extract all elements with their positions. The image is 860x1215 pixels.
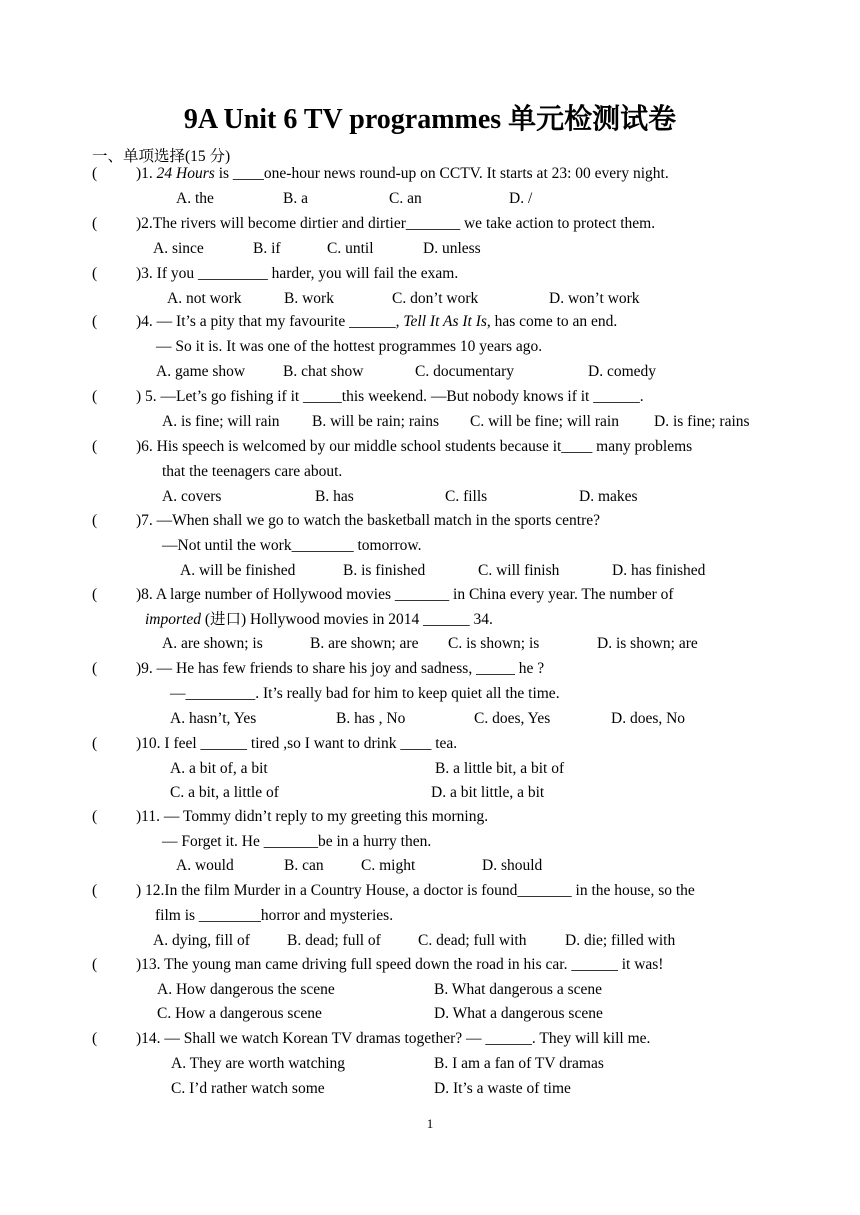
answer-option[interactable]: C. documentary [415, 363, 515, 380]
answer-option[interactable]: A. dying, fill of [153, 932, 250, 949]
answer-option[interactable]: C. dead; full with [418, 932, 527, 949]
question-stem [136, 1029, 650, 1049]
text-run: — Shall we watch Korean TV dramas together? — ______. They will kill me. [164, 1030, 651, 1047]
question-number: ) 12. [136, 882, 165, 899]
answer-option[interactable]: D. comedy [588, 363, 657, 380]
question-number: )4. [136, 313, 157, 330]
question-number: )10. [136, 735, 165, 752]
answer-option[interactable]: C. an [389, 190, 422, 207]
question-stem [136, 585, 674, 605]
answer-option[interactable]: D. should [482, 857, 543, 874]
question-stem [136, 437, 692, 457]
answer-option[interactable]: D. does, No [611, 710, 686, 727]
question-number: )3. [136, 265, 157, 282]
answer-option[interactable]: B. What dangerous a scene [434, 981, 603, 998]
answer-option[interactable]: A. hasn’t, Yes [170, 710, 257, 727]
text-run: In the film Murder in a Country House, a doctor is found_______ in the house, so the [164, 882, 695, 899]
question-stem [136, 807, 488, 827]
text-run: I feel ______ tired ,so I want to drink ____ tea. [164, 735, 458, 752]
answer-option[interactable]: A. game show [156, 363, 246, 380]
answer-option[interactable]: A. will be finished [180, 562, 296, 579]
answer-option[interactable]: A. are shown; is [162, 635, 263, 652]
question-number: )2. [136, 215, 153, 232]
question-stem-line2: — So it is. It was one of the hottest programmes 10 years ago. [156, 338, 543, 355]
question-stem-line2: that the teenagers care about. [162, 463, 343, 480]
text-run: is ____one-hour news round-up on CCTV. It starts at 23: 00 every night. [214, 165, 669, 182]
answer-option[interactable]: D. a bit little, a bit [431, 784, 545, 801]
text-run: —When shall we go to watch the basketball match in the sports centre? [156, 512, 601, 529]
answer-option[interactable]: C. is shown; is [448, 635, 540, 652]
question-number: )7. [136, 512, 157, 529]
section-heading: 一、单项选择(15 分) [92, 148, 231, 165]
answer-option[interactable]: B. will be rain; rains [312, 413, 439, 430]
answer-option[interactable]: A. since [153, 240, 204, 257]
answer-option[interactable]: C. How a dangerous scene [157, 1005, 322, 1022]
page-number: 1 [426, 1116, 434, 1131]
question-stem [136, 387, 644, 407]
question-stem [136, 214, 655, 234]
answer-option[interactable]: C. will be fine; will rain [470, 413, 619, 430]
text-run: — He has few friends to share his joy and sadness, _____ he ? [156, 660, 545, 677]
answer-option[interactable]: C. I’d rather watch some [171, 1080, 325, 1097]
answer-option[interactable]: A. a bit of, a bit [170, 760, 268, 777]
text-run: , has come to an end. [486, 313, 618, 330]
answer-bracket-open[interactable]: ( [92, 512, 98, 529]
question-stem-line2 [145, 610, 493, 630]
answer-option[interactable]: D. is shown; are [597, 635, 698, 652]
question-stem [136, 955, 663, 975]
answer-option[interactable]: D. / [509, 190, 533, 207]
answer-option[interactable]: C. a bit, a little of [170, 784, 279, 801]
answer-option[interactable]: D. It’s a waste of time [434, 1080, 571, 1097]
italic-text: 24 Hours [156, 165, 215, 182]
answer-option[interactable]: B. has , No [336, 710, 406, 727]
answer-bracket-open[interactable]: ( [92, 438, 98, 455]
answer-bracket-open[interactable]: ( [92, 388, 98, 405]
question-number: )6. [136, 438, 157, 455]
question-stem-line2: — Forget it. He _______be in a hurry then. [162, 833, 432, 850]
question-stem [136, 511, 600, 531]
question-number: )9. [136, 660, 157, 677]
text-run: The rivers will become dirtier and dirtier_______ we take action to protect them. [152, 215, 656, 232]
answer-option[interactable]: A. is fine; will rain [162, 413, 280, 430]
answer-option[interactable]: C. until [327, 240, 374, 257]
answer-bracket-open[interactable]: ( [92, 215, 98, 232]
answer-bracket-open[interactable]: ( [92, 313, 98, 330]
answer-option[interactable]: D. is fine; rains [654, 413, 750, 430]
answer-option[interactable]: B. dead; full of [287, 932, 381, 949]
answer-option[interactable]: D. makes [579, 488, 638, 505]
question-number: )1. [136, 165, 157, 182]
answer-option[interactable]: A. the [176, 190, 214, 207]
answer-option[interactable]: B. are shown; are [310, 635, 419, 652]
text-run: If you _________ harder, you will fail the exam. [156, 265, 459, 282]
question-stem-line2: —_________. It’s really bad for him to keep quiet all the time. [170, 685, 560, 702]
answer-option[interactable]: D. unless [423, 240, 481, 257]
answer-option[interactable]: C. fills [445, 488, 488, 505]
answer-option[interactable]: D. won’t work [549, 290, 640, 307]
answer-option[interactable]: B. can [284, 857, 324, 874]
question-number: )13. [136, 956, 165, 973]
text-run: (进口) Hollywood movies in 2014 ______ 34. [200, 611, 493, 628]
answer-option[interactable]: B. if [253, 240, 281, 257]
answer-option[interactable]: A. not work [167, 290, 242, 307]
answer-option[interactable]: B. chat show [283, 363, 364, 380]
answer-option[interactable]: B. work [284, 290, 334, 307]
question-stem [136, 264, 458, 284]
question-number: )14. [136, 1030, 165, 1047]
question-stem-line2: —Not until the work________ tomorrow. [162, 537, 422, 554]
answer-bracket-open[interactable]: ( [92, 165, 98, 182]
answer-bracket-open[interactable]: ( [92, 882, 98, 899]
answer-option[interactable]: C. will finish [478, 562, 560, 579]
answer-option[interactable]: D. has finished [612, 562, 706, 579]
answer-option[interactable]: A. would [176, 857, 234, 874]
answer-bracket-open[interactable]: ( [92, 808, 98, 825]
answer-option[interactable]: D. What a dangerous scene [434, 1005, 603, 1022]
answer-option[interactable]: B. a little bit, a bit of [435, 760, 565, 777]
question-stem-line2: film is ________horror and mysteries. [155, 907, 394, 924]
text-run: A large number of Hollywood movies _______ in China every year. The number of [155, 586, 674, 603]
question-stem [136, 312, 617, 332]
question-stem [136, 659, 544, 679]
answer-bracket-open[interactable]: ( [92, 735, 98, 752]
text-run: His speech is welcomed by our middle school students because it____ many problems [156, 438, 693, 455]
question-number: )11. [136, 808, 164, 825]
answer-option[interactable]: C. don’t work [392, 290, 479, 307]
answer-option[interactable]: A. They are worth watching [171, 1055, 346, 1072]
answer-option[interactable]: A. How dangerous the scene [157, 981, 335, 998]
answer-option[interactable]: B. a [283, 190, 308, 207]
question-stem [136, 734, 457, 754]
italic-text: Tell It As It Is [403, 313, 487, 330]
exam-title: 9A Unit 6 TV programmes 单元检测试卷 [183, 104, 677, 135]
italic-text: imported [145, 611, 201, 628]
question-stem [136, 881, 695, 901]
text-run: —Let’s go fishing if it _____this weekend. —But nobody knows if it ______. [160, 388, 644, 405]
answer-option[interactable]: B. I am a fan of TV dramas [434, 1055, 604, 1072]
answer-option[interactable]: B. has [315, 488, 354, 505]
answer-bracket-open[interactable]: ( [92, 956, 98, 973]
text-run: — It’s a pity that my favourite ______, [156, 313, 404, 330]
text-run: — Tommy didn’t reply to my greeting this morning. [163, 808, 489, 825]
answer-bracket-open[interactable]: ( [92, 1030, 98, 1047]
answer-option[interactable]: D. die; filled with [565, 932, 676, 949]
answer-bracket-open[interactable]: ( [92, 660, 98, 677]
answer-bracket-open[interactable]: ( [92, 265, 98, 282]
text-run: The young man came driving full speed down the road in his car. ______ it was! [164, 956, 664, 973]
answer-option[interactable]: C. does, Yes [474, 710, 551, 727]
answer-option[interactable]: B. is finished [343, 562, 426, 579]
answer-option[interactable]: C. might [361, 857, 416, 874]
answer-bracket-open[interactable]: ( [92, 586, 98, 603]
answer-option[interactable]: A. covers [162, 488, 222, 505]
question-number: )8. [136, 586, 156, 603]
question-number: ) 5. [136, 388, 161, 405]
question-stem [136, 164, 669, 184]
